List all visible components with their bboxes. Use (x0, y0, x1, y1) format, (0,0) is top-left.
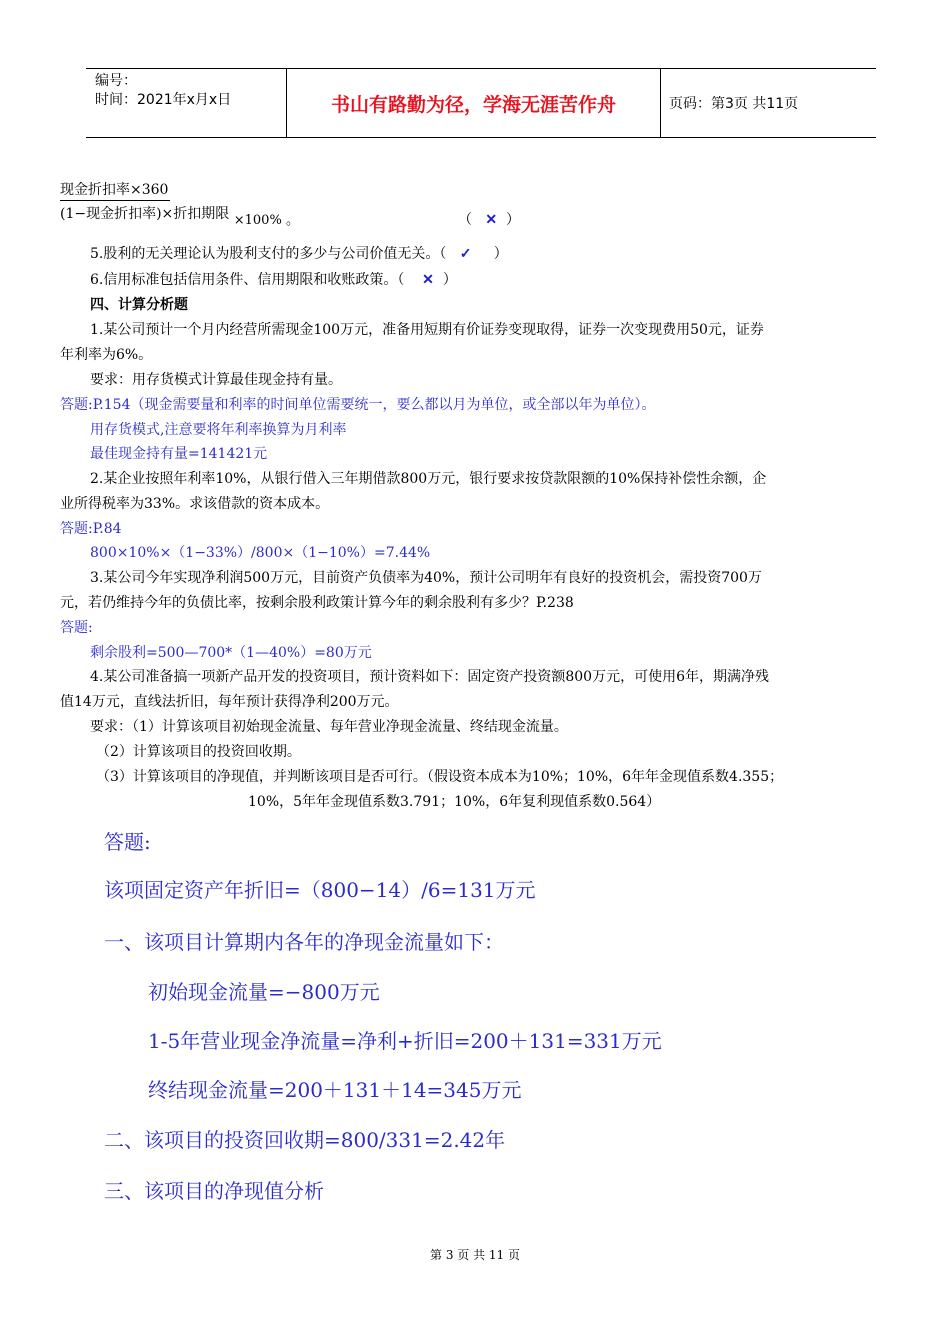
q1-line2: 年利率为6%。 (60, 347, 153, 363)
section-title: 四、计算分析题 (90, 297, 188, 313)
page-header (86, 68, 876, 138)
q4-req4: 10%，5年年金现值系数3.791；10%，6年复利现值系数0.564） (248, 794, 661, 810)
q3-line1: 3.某公司今年实现净利润500万元，目前资产负债率为40%，预计公司明年有良好的投资机会，需投资700万 (90, 570, 762, 586)
answer-section-2: 二、该项目的投资回收期=800/331=2.42年 (104, 1128, 506, 1152)
formula-fraction (60, 180, 170, 201)
header-left (86, 69, 287, 137)
q1-answer-result: 最佳现金持有量=141421元 (90, 446, 268, 462)
q1-answer: 答题:P.154（现金需要量和利率的时间单位需要统一，要么都以月为单位，或全部以年为单位）。 (60, 397, 656, 413)
q3-line2: 元，若仍维持今年的负债比率，按剩余股利政策计算今年的剩余股利有多少？P.238 (60, 595, 574, 611)
q1-line1: 1.某公司预计一个月内经营所需现金100万元，准备用短期有价证券变现取得，证券一次变现费用50元，证券 (90, 322, 764, 338)
q4-req3: （3）计算该项目的净现值，并判断该项目是否可行。（假设资本成本为10%；10%，6年年金现值系数4.355； (96, 769, 784, 785)
formula-numerator: 现金折扣率×360 (60, 180, 170, 201)
q2-answer: 答题:P.84 (60, 521, 122, 537)
header-page-label: 页码：第3页 共11页 (669, 96, 799, 112)
formula-denominator: (1−现金折扣率)×折扣期限 (60, 206, 230, 222)
tf-item-5: 5.股利的无关理论认为股利支付的多少与公司价值无关。（ ✓ ） (90, 246, 508, 262)
q4-req2: （2）计算该项目的投资回收期。 (96, 744, 301, 760)
answer-title: 答题: (104, 830, 151, 854)
answer-terminal-flow: 终结现金流量=200＋131＋14=345万元 (148, 1078, 522, 1102)
check-mark-icon: ✓ (459, 246, 472, 262)
answer-section-3: 三、该项目的净现值分析 (104, 1179, 324, 1203)
answer-initial-flow: 初始现金流量=−800万元 (148, 980, 380, 1004)
cross-mark-icon: ✕ (422, 272, 434, 288)
q1-answer-note: 用存货模式,注意要将年利率换算为月利率 (90, 422, 347, 438)
time-label: 时间：2021年x月x日 (95, 92, 232, 108)
number-label: 编号： (95, 73, 137, 89)
answer-depreciation: 该项固定资产年折旧=（800−14）/6=131万元 (104, 878, 536, 902)
tf-item-6: 6.信用标准包括信用条件、信用期限和收账政策。（ ✕ ） (90, 272, 457, 288)
q4-line2: 值14万元，直线法折旧，每年预计获得净利200万元。 (60, 694, 399, 710)
formula-denominator-line (60, 204, 299, 228)
answer-section-1: 一、该项目计算期内各年的净现金流量如下： (104, 930, 504, 954)
formula-answer: （ ✕ ） (458, 212, 520, 228)
q4-line1: 4.某公司准备搞一项新产品开发的投资项目，预计资料如下：固定资产投资额800万元，可使用6年，期满净残 (90, 669, 769, 685)
cross-mark-icon: ✕ (485, 212, 498, 228)
q4-req1: 要求：（1）计算该项目初始现金流量、每年营业净现金流量、终结现金流量。 (90, 719, 568, 735)
answer-operating-flow: 1-5年营业现金净流量=净利+折旧=200＋131=331万元 (148, 1029, 662, 1053)
q3-answer-result: 剩余股利=500—700*（1—40%）=80万元 (90, 645, 372, 661)
header-motto: 书山有路勤为径，学海无涯苦作舟 (287, 69, 661, 137)
q3-answer: 答题: (60, 620, 93, 636)
q2-line1: 2.某企业按照年利率10%，从银行借入三年期借款800万元，银行要求按贷款限额的10%保持补偿性余额，企 (90, 471, 767, 487)
formula-suffix: ×100% 。 (233, 213, 299, 228)
q2-line2: 业所得税率为33%。求该借款的资本成本。 (60, 496, 330, 512)
page-footer: 第 3 页 共 11 页 (430, 1248, 520, 1262)
q2-answer-result: 800×10%×（1−33%）/800×（1−10%）=7.44% (90, 545, 431, 561)
q1-requirement: 要求：用存货模式计算最佳现金持有量。 (90, 372, 342, 388)
